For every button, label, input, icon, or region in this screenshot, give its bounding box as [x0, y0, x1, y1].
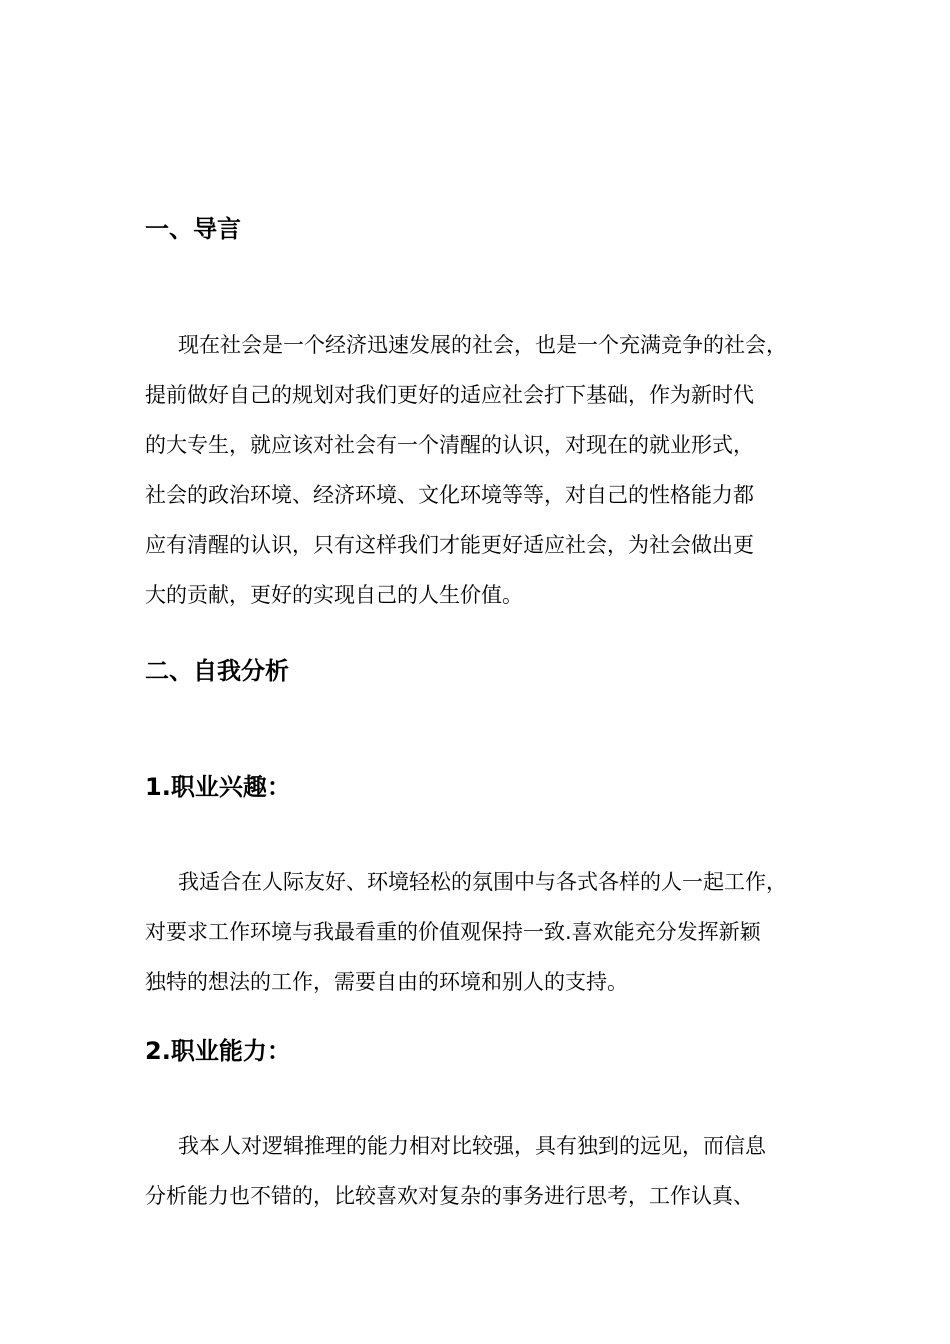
intro-line-4: 社会的政治环境、经济环境、文化环境等等，对自己的性格能力都 [145, 483, 754, 507]
intro-line-6: 大的贡献，更好的实现自己的人生价值。 [145, 583, 523, 607]
ability-line-2: 分析能力也不错的，比较喜欢对复杂的事务进行思考，工作认真、 [145, 1184, 754, 1208]
section-heading-self-analysis: 二、自我分析 [145, 657, 289, 685]
intro-line-1: 现在社会是一个经济迅速发展的社会，也是一个充满竞争的社会， [178, 333, 787, 357]
subheading-career-interest: 1.职业兴趣： [145, 773, 291, 801]
section-heading-introduction: 一、导言 [145, 215, 241, 243]
interest-line-1: 我适合在人际友好、环境轻松的氛围中与各式各样的人一起工作， [178, 870, 787, 894]
intro-line-3: 的大专生，就应该对社会有一个清醒的认识，对现在的就业形式， [145, 433, 754, 457]
interest-line-2: 对要求工作环境与我最看重的价值观保持一致.喜欢能充分发挥新颖 [145, 920, 761, 944]
subheading-career-ability: 2.职业能力： [145, 1037, 291, 1065]
intro-line-2: 提前做好自己的规划对我们更好的适应社会打下基础，作为新时代 [145, 383, 754, 407]
interest-line-3: 独特的想法的工作，需要自由的环境和别人的支持。 [145, 970, 628, 994]
intro-line-5: 应有清醒的认识，只有这样我们才能更好适应社会，为社会做出更 [145, 533, 754, 557]
ability-line-1: 我本人对逻辑推理的能力相对比较强，具有独到的远见，而信息 [178, 1134, 766, 1158]
